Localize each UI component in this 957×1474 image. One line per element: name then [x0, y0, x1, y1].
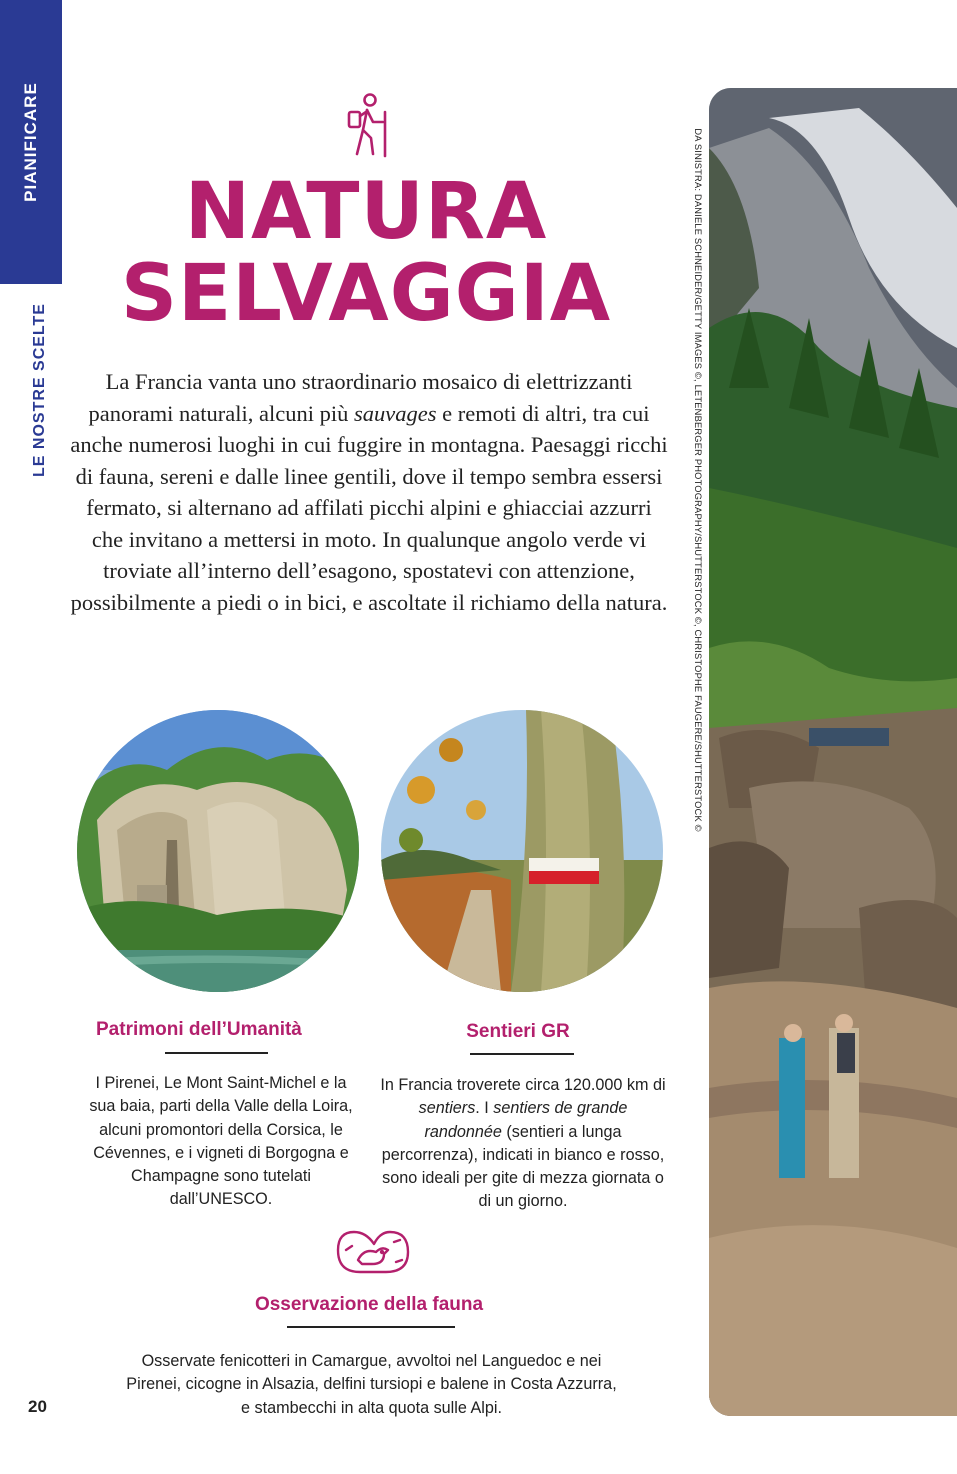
section-title-fauna: Osservazione della fauna	[254, 1294, 484, 1315]
page-number: 20	[28, 1397, 47, 1416]
cliff-photo	[77, 710, 359, 992]
hiker-icon	[343, 92, 393, 158]
section-title-unesco: Patrimoni dell’Umanità	[96, 1019, 302, 1040]
section-text-unesco: I Pirenei, Le Mont Saint-Michel e la sua baia, parti della Valle della Loira, alcuni promontori della Corsica, le Cévennes, e i vigneti di Borgogna e Champagne sono tutelati dall’UNESCO.	[89, 1074, 353, 1209]
section-text-fauna: Osservate fenicotteri in Camargue, avvoltoi nel Languedoc e nei Pirenei, cicogne in Alsazia, delfini tursiopi e balene in Costa Azzurra, e stambecchi in alta quota sulle Alpi.	[126, 1352, 617, 1417]
intro-paragraph: La Francia vanta uno straordinario mosaico di elettrizzanti panorami naturali, alcuni più sauvages e remoti di altri, tra cui anche numerosi luoghi in cui fuggire in montagna. Paesaggi ricchi di fauna, sereni e dalle linee gentili, dove il tempo sembra essersi fermato, si alternano ad affilati picchi alpini e ghiacciai azzurri che invitano a mettersi in moto. In qualunque angolo verde vi troviate all’interno dell’esagono, spostatevi con attenzione, possibilmente a piedi o in bici, e ascoltate il richiamo della natura.	[70, 369, 668, 615]
trail-marker-photo	[381, 710, 663, 992]
section-label: PIANIFICARE	[21, 82, 40, 202]
subsection-label: LE NOSTRE SCELTE	[31, 303, 48, 477]
photo-credit: DA SINISTRA: DANIELE SCHNEIDER/GETTY IMAGES ©, LETENBERGER PHOTOGRAPHY/SHUTTERSTOCK ©, CHRISTOPHE FAUGERE/SHUTTERSTOCK ©	[693, 128, 703, 832]
sidebar-tab	[0, 0, 62, 284]
section-title-trails: Sentieri GR	[466, 1021, 570, 1042]
section-rule-unesco	[165, 1052, 268, 1054]
page-title-line2: SELVAGGIA	[120, 249, 612, 339]
section-text-trails: In Francia troverete circa 120.000 km di sentiers. I sentiers de grande randonnée (sentieri a lunga percorrenza), indicati in bianco e rosso, sono ideali per gite di mezza giornata o di un giorno.	[380, 1076, 666, 1211]
bird-icon	[334, 1226, 412, 1278]
section-rule-trails	[470, 1053, 574, 1055]
section-rule-fauna	[287, 1326, 455, 1328]
mountain-photo	[709, 88, 957, 1416]
page-title-line1: NATURA	[184, 167, 548, 257]
